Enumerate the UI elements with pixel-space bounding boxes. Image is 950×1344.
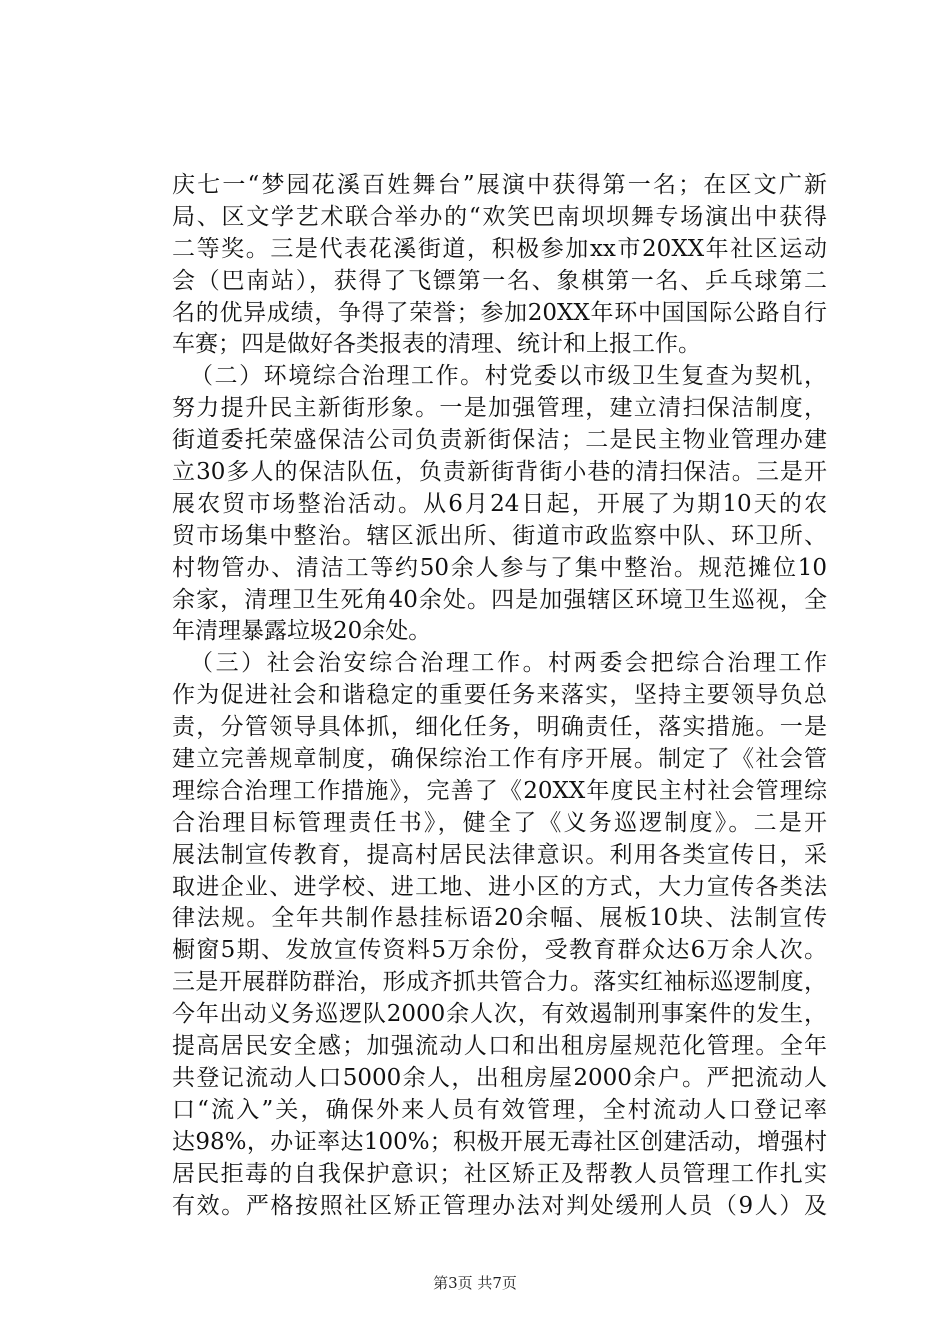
text-line: 二等奖。三是代表花溪街道，积极参加xx市20XX年社区运动	[172, 235, 827, 262]
text-line: 橱窗5期、发放宣传资料5万余份，受教育群众达6万余人次。	[172, 937, 827, 964]
text-line: 今年出动义务巡逻队2000余人次，有效遏制刑事案件的发生，	[172, 1001, 827, 1028]
text-line: 会（巴南站），获得了飞镖第一名、象棋第一名、乒乓球第二	[172, 267, 827, 294]
text-line: 理综合治理工作措施》，完善了《20XX年度民主村社会管理综	[172, 777, 827, 804]
text-line: 车赛；四是做好各类报表的清理、统计和上报工作。	[172, 331, 701, 358]
text-line: 有效。严格按照社区矫正管理办法对判处缓刑人员（9人）及	[172, 1192, 827, 1219]
text-line: 建立完善规章制度，确保综治工作有序开展。制定了《社会管	[172, 746, 827, 773]
text-line: 展农贸市场整治活动。从6月24日起，开展了为期10天的农	[172, 490, 827, 517]
text-line: 名的优异成绩，争得了荣誉；参加20XX年环中国国际公路自行	[172, 299, 827, 326]
text-line: 余家，清理卫生死角40余处。四是加强辖区环境卫生巡视，全	[172, 586, 827, 613]
text-line: 取进企业、进学校、进工地、进小区的方式，大力宣传各类法	[172, 873, 827, 900]
text-line: 展法制宣传教育，提高村居民法律意识。利用各类宣传日，采	[172, 841, 827, 868]
text-line: 村物管办、清洁工等约50余人参与了集中整治。规范摊位10	[172, 554, 827, 581]
text-line: 合治理目标管理责任书》，健全了《义务巡逻制度》。二是开	[172, 809, 827, 836]
text-line: 努力提升民主新街形象。一是加强管理，建立清扫保洁制度，	[172, 395, 827, 422]
paragraph-heading-line: （二）环境综合治理工作。村党委以市级卫生复查为契机，	[190, 363, 827, 390]
text-line: 三是开展群防群治，形成齐抓共管合力。落实红袖标巡逻制度，	[172, 969, 827, 996]
text-line: 年清理暴露垃圾20余处。	[172, 618, 432, 645]
paragraph-heading-line: （三）社会治安综合治理工作。村两委会把综合治理工作	[190, 650, 827, 677]
text-line: 共登记流动人口5000余人，出租房屋2000余户。严把流动人	[172, 1064, 827, 1091]
text-line: 居民拒毒的自我保护意识；社区矫正及帮教人员管理工作扎实	[172, 1160, 827, 1187]
text-line: 责，分管领导具体抓，细化任务，明确责任，落实措施。一是	[172, 714, 827, 741]
text-line: 庆七一“梦园花溪百姓舞台”展演中获得第一名；在区文广新	[172, 172, 827, 198]
text-line: 达98%，办证率达100%；积极开展无毒社区创建活动，增强村	[172, 1128, 827, 1155]
text-line: 口“流入”关，确保外来人员有效管理，全村流动人口登记率	[172, 1096, 827, 1123]
text-line: 立30多人的保洁队伍，负责新街背街小巷的清扫保洁。三是开	[172, 459, 827, 486]
text-line: 贸市场集中整治。辖区派出所、街道市政监察中队、环卫所、	[172, 522, 827, 549]
text-line: 作为促进社会和谐稳定的重要任务来落实，坚持主要领导负总	[172, 682, 827, 709]
body-text	[172, 170, 827, 1222]
text-line: 街道委托荣盛保洁公司负责新街保洁；二是民主物业管理办建	[172, 427, 827, 454]
text-line: 律法规。全年共制作悬挂标语20余幅、展板10块、法制宣传	[172, 905, 827, 932]
page-number-footer: 第3页 共7页	[433, 1274, 517, 1292]
text-line: 提高居民安全感；加强流动人口和出租房屋规范化管理。全年	[172, 1033, 827, 1060]
text-line: 局、区文学艺术联合举办的“欢笑巴南坝坝舞专场演出中获得	[172, 203, 827, 230]
